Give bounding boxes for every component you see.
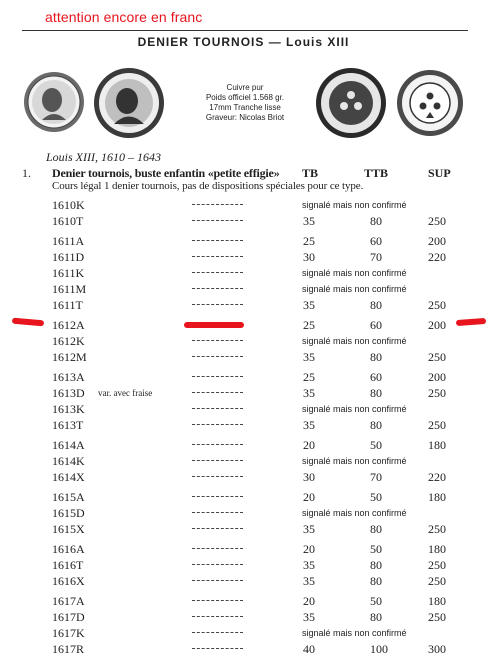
item-title: Denier tournois, buste enfantin «petite effigie» <box>52 166 280 180</box>
year-mint: 1617R <box>52 642 85 656</box>
status-note: signalé mais non confirmé <box>302 508 407 518</box>
year-mint: 1615A <box>52 490 85 504</box>
dashed-leader <box>192 528 243 529</box>
dashed-leader <box>192 272 243 273</box>
header-rule <box>22 30 468 31</box>
dashed-leader <box>192 476 243 477</box>
spec-line: Cuivre pur <box>226 83 264 92</box>
price-sup: 200 <box>428 370 446 384</box>
price-ttb: 50 <box>370 490 382 504</box>
price-tb: 35 <box>303 522 315 536</box>
table-row <box>0 369 487 385</box>
item-description: Cours légal 1 denier tournois, pas de dispositions spéciales pour ce type. <box>52 180 364 192</box>
price-sup: 250 <box>428 418 446 432</box>
price-sup: 200 <box>428 318 446 332</box>
price-tb: 20 <box>303 490 315 504</box>
year-mint: 1611K <box>52 266 85 280</box>
table-row <box>0 557 487 573</box>
year-mint: 1611M <box>52 282 87 296</box>
table-row <box>0 281 487 297</box>
price-sup: 300 <box>428 642 446 656</box>
price-ttb: 100 <box>370 642 388 656</box>
table-row <box>0 333 487 349</box>
spec-line: Poids officiel 1.568 gr. <box>205 93 285 102</box>
price-tb: 30 <box>303 470 315 484</box>
spec-line: 17mm Tranche lisse <box>209 103 281 112</box>
price-ttb: 70 <box>370 250 382 264</box>
dashed-leader <box>192 424 243 425</box>
year-mint: 1611A <box>52 234 85 248</box>
price-tb: 40 <box>303 642 315 656</box>
year-mint: 1610K <box>52 198 85 212</box>
coin-reverse-fleur-de-lis-light-icon <box>395 68 465 138</box>
price-tb: 25 <box>303 234 315 248</box>
dashed-leader <box>192 460 243 461</box>
price-tb: 20 <box>303 438 315 452</box>
table-row <box>0 249 487 265</box>
table-row <box>0 489 487 505</box>
status-note: signalé mais non confirmé <box>302 284 407 294</box>
price-sup: 180 <box>428 438 446 452</box>
price-tb: 30 <box>303 250 315 264</box>
grade-header-tb: TB <box>302 166 319 180</box>
table-row <box>0 197 487 213</box>
year-mint: 1616A <box>52 542 85 556</box>
price-sup: 220 <box>428 250 446 264</box>
dashed-leader <box>192 564 243 565</box>
price-sup: 180 <box>428 542 446 556</box>
year-mint: 1610T <box>52 214 84 228</box>
price-ttb: 80 <box>370 214 382 228</box>
dashed-leader <box>192 496 243 497</box>
year-mint: 1615D <box>52 506 85 520</box>
coin-specifications <box>175 83 315 123</box>
year-mint: 1614X <box>52 470 85 484</box>
price-ttb: 70 <box>370 470 382 484</box>
dashed-leader <box>192 512 243 513</box>
dashed-leader <box>192 256 243 257</box>
price-ttb: 60 <box>370 234 382 248</box>
coin-obverse-bust-icon <box>22 70 86 134</box>
coin-obverse-bust-large-icon <box>92 66 166 140</box>
table-row <box>0 573 487 589</box>
dashed-leader <box>192 240 243 241</box>
table-row <box>0 541 487 557</box>
page-title: DENIER TOURNOIS — Louis XIII <box>137 35 350 49</box>
center-highlight-mark <box>184 322 244 328</box>
price-sup: 250 <box>428 386 446 400</box>
price-ttb: 80 <box>370 418 382 432</box>
year-mint: 1612A <box>52 318 85 332</box>
dashed-leader <box>192 220 243 221</box>
table-row <box>0 385 487 401</box>
year-mint: 1611T <box>52 298 83 312</box>
price-tb: 20 <box>303 594 315 608</box>
price-sup: 250 <box>428 558 446 572</box>
table-row <box>0 609 487 625</box>
price-tb: 35 <box>303 350 315 364</box>
price-sup: 250 <box>428 350 446 364</box>
price-sup: 180 <box>428 490 446 504</box>
dashed-leader <box>192 376 243 377</box>
status-note: signalé mais non confirmé <box>302 404 407 414</box>
dashed-leader <box>192 616 243 617</box>
status-note: signalé mais non confirmé <box>302 456 407 466</box>
year-mint: 1617D <box>52 610 85 624</box>
year-mint: 1614K <box>52 454 85 468</box>
price-ttb: 50 <box>370 542 382 556</box>
table-row <box>0 453 487 469</box>
table-row <box>0 641 487 657</box>
dashed-leader <box>192 392 243 393</box>
price-sup: 250 <box>428 298 446 312</box>
year-mint: 1613A <box>52 370 85 384</box>
price-ttb: 80 <box>370 522 382 536</box>
dashed-leader <box>192 204 243 205</box>
table-row <box>0 401 487 417</box>
price-ttb: 80 <box>370 574 382 588</box>
status-note: signalé mais non confirmé <box>302 628 407 638</box>
table-row <box>0 417 487 433</box>
price-ttb: 80 <box>370 386 382 400</box>
year-mint: 1613K <box>52 402 85 416</box>
table-row <box>0 265 487 281</box>
dashed-leader <box>192 632 243 633</box>
price-ttb: 80 <box>370 610 382 624</box>
year-mint: 1617A <box>52 594 85 608</box>
price-sup: 250 <box>428 610 446 624</box>
price-sup: 250 <box>428 214 446 228</box>
year-mint: 1616X <box>52 574 85 588</box>
table-row <box>0 349 487 365</box>
price-ttb: 80 <box>370 558 382 572</box>
grade-header-sup: SUP <box>428 166 451 180</box>
price-tb: 20 <box>303 542 315 556</box>
price-tb: 35 <box>303 558 315 572</box>
price-tb: 35 <box>303 214 315 228</box>
year-mint: 1612M <box>52 350 87 364</box>
table-row <box>0 521 487 537</box>
year-mint: 1616T <box>52 558 84 572</box>
dashed-leader <box>192 288 243 289</box>
status-note: signalé mais non confirmé <box>302 200 407 210</box>
table-row <box>0 469 487 485</box>
table-row <box>0 233 487 249</box>
price-tb: 35 <box>303 610 315 624</box>
grade-header-ttb: TTB <box>364 166 389 180</box>
spec-line: Graveur: Nicolas Briot <box>205 113 285 122</box>
coin-reverse-fleur-de-lis-icon <box>314 66 388 140</box>
price-sup: 200 <box>428 234 446 248</box>
year-mint: 1613T <box>52 418 84 432</box>
dashed-leader <box>192 600 243 601</box>
table-row <box>0 213 487 229</box>
table-row <box>0 625 487 641</box>
price-sup: 250 <box>428 522 446 536</box>
price-tb: 35 <box>303 418 315 432</box>
price-tb: 25 <box>303 370 315 384</box>
price-ttb: 50 <box>370 438 382 452</box>
dashed-leader <box>192 356 243 357</box>
price-sup: 180 <box>428 594 446 608</box>
year-mint: 1617K <box>52 626 85 640</box>
annotation-note: attention encore en franc <box>45 9 203 25</box>
table-row <box>0 437 487 453</box>
year-mint: 1612K <box>52 334 85 348</box>
status-note: signalé mais non confirmé <box>302 336 407 346</box>
year-mint: 1615X <box>52 522 85 536</box>
price-tb: 25 <box>303 318 315 332</box>
dashed-leader <box>192 548 243 549</box>
price-ttb: 80 <box>370 350 382 364</box>
table-row <box>0 297 487 313</box>
reign-heading: Louis XIII, 1610 – 1643 <box>46 150 161 164</box>
price-tb: 35 <box>303 574 315 588</box>
year-mint: 1614A <box>52 438 85 452</box>
year-mint: 1613D <box>52 386 85 400</box>
dashed-leader <box>192 340 243 341</box>
dashed-leader <box>192 648 243 649</box>
price-sup: 220 <box>428 470 446 484</box>
price-ttb: 50 <box>370 594 382 608</box>
price-ttb: 60 <box>370 318 382 332</box>
table-row <box>0 505 487 521</box>
dashed-leader <box>192 304 243 305</box>
table-row <box>0 593 487 609</box>
price-ttb: 60 <box>370 370 382 384</box>
dashed-leader <box>192 580 243 581</box>
dashed-leader <box>192 408 243 409</box>
price-tb: 35 <box>303 386 315 400</box>
price-ttb: 80 <box>370 298 382 312</box>
item-number: 1. <box>22 166 31 180</box>
dashed-leader <box>192 444 243 445</box>
status-note: signalé mais non confirmé <box>302 268 407 278</box>
year-mint: 1611D <box>52 250 85 264</box>
variety-note: var. avec fraise <box>98 388 153 398</box>
price-sup: 250 <box>428 574 446 588</box>
price-tb: 35 <box>303 298 315 312</box>
